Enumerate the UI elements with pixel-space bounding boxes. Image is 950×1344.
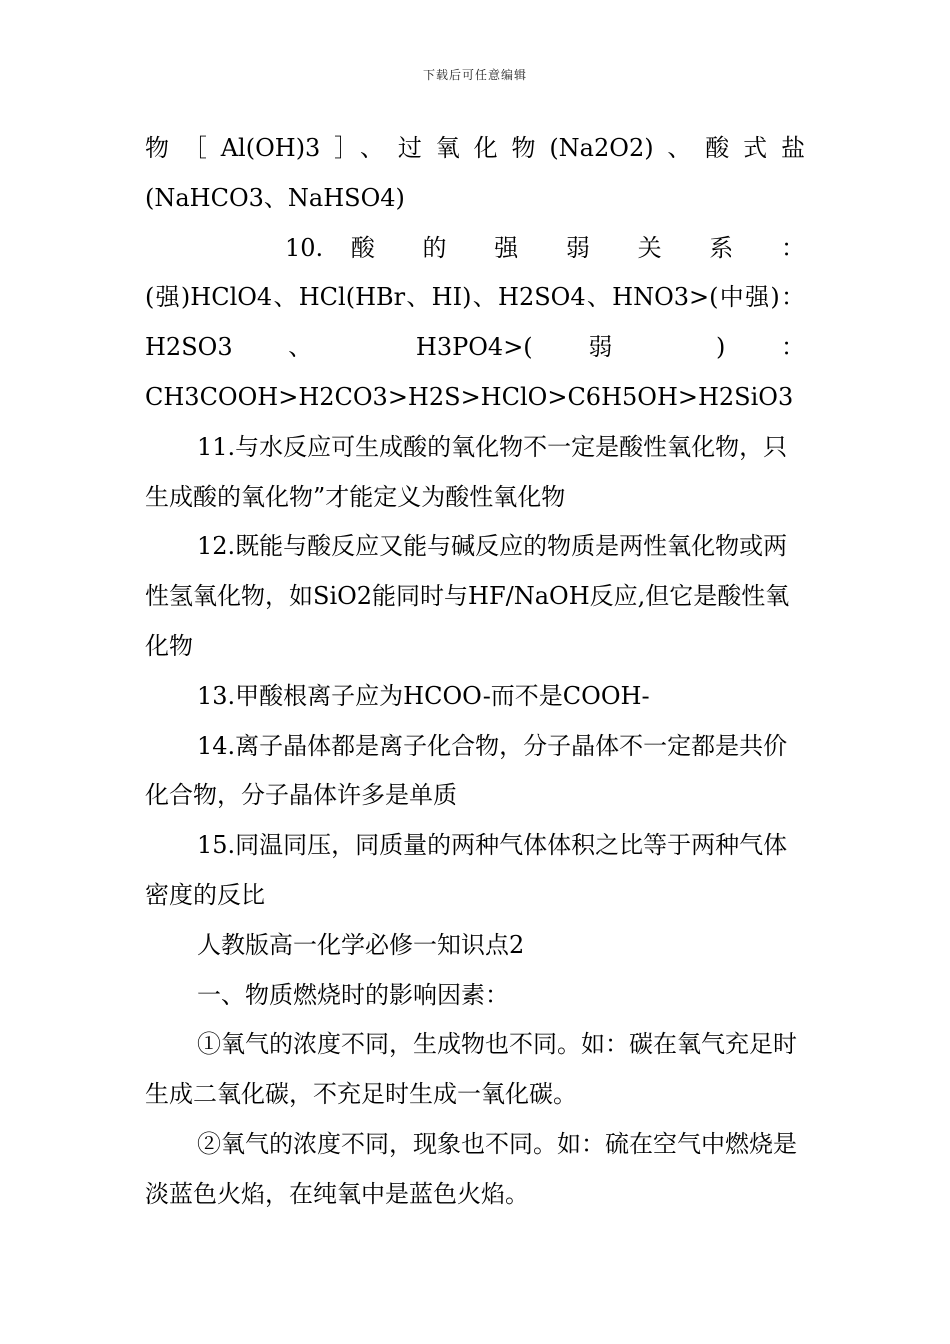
paragraph-11: 11.与水反应可生成酸的氧化物不一定是酸性氧化物，只生成酸的氧化物”才能定义为酸性氧化物 [145, 432, 788, 511]
list-item-1: ①氧气的浓度不同，生成物也不同。如：碳在氧气充足时生成二氧化碳，不充足时生成一氧化碳。 [145, 1030, 797, 1109]
section-2-subheading: 一、物质燃烧时的影响因素： [197, 980, 509, 1009]
paragraph-10-line-1: 10. 酸 的 强 弱 关 系 ： [285, 233, 805, 262]
paragraph-9-line-2: (NaHCO3、NaHSO4) [145, 183, 405, 212]
document-body [145, 124, 805, 1220]
paragraph-12: 12.既能与酸反应又能与碱反应的物质是两性氧化物或两性氢氧化物，如SiO2能同时与HF/NaOH反应,但它是酸性氧化物 [145, 532, 790, 660]
paragraph-10-line-3: H2SO3 、 H3PO4>( 弱 ) ： [145, 333, 805, 362]
paragraph-10-line-2: (强)HClO4、HCl(HBr、HI)、H2SO4、HNO3>(中强)： [145, 283, 805, 312]
page-header: 下载后可任意编辑 [422, 68, 527, 82]
paragraph-13: 13.甲酸根离子应为HCOO-而不是COOH- [197, 681, 650, 710]
paragraph-10-line-4: CH3COOH>H2CO3>H2S>HClO>C6H5OH>H2SiO3 [145, 382, 794, 411]
section-2-title: 人教版高一化学必修一知识点2 [197, 930, 525, 959]
paragraph-14: 14.离子晶体都是离子化合物，分子晶体不一定都是共价化合物，分子晶体许多是单质 [145, 731, 788, 810]
paragraph-9-line-1: 物［Al(OH)3］、过氧化物(Na2O2)、酸式盐 [145, 134, 805, 162]
paragraph-15: 15.同温同压，同质量的两种气体体积之比等于两种气体密度的反比 [145, 831, 788, 909]
list-item-2: ②氧气的浓度不同，现象也不同。如：硫在空气中燃烧是淡蓝色火焰，在纯氧中是蓝色火焰。 [145, 1129, 797, 1208]
